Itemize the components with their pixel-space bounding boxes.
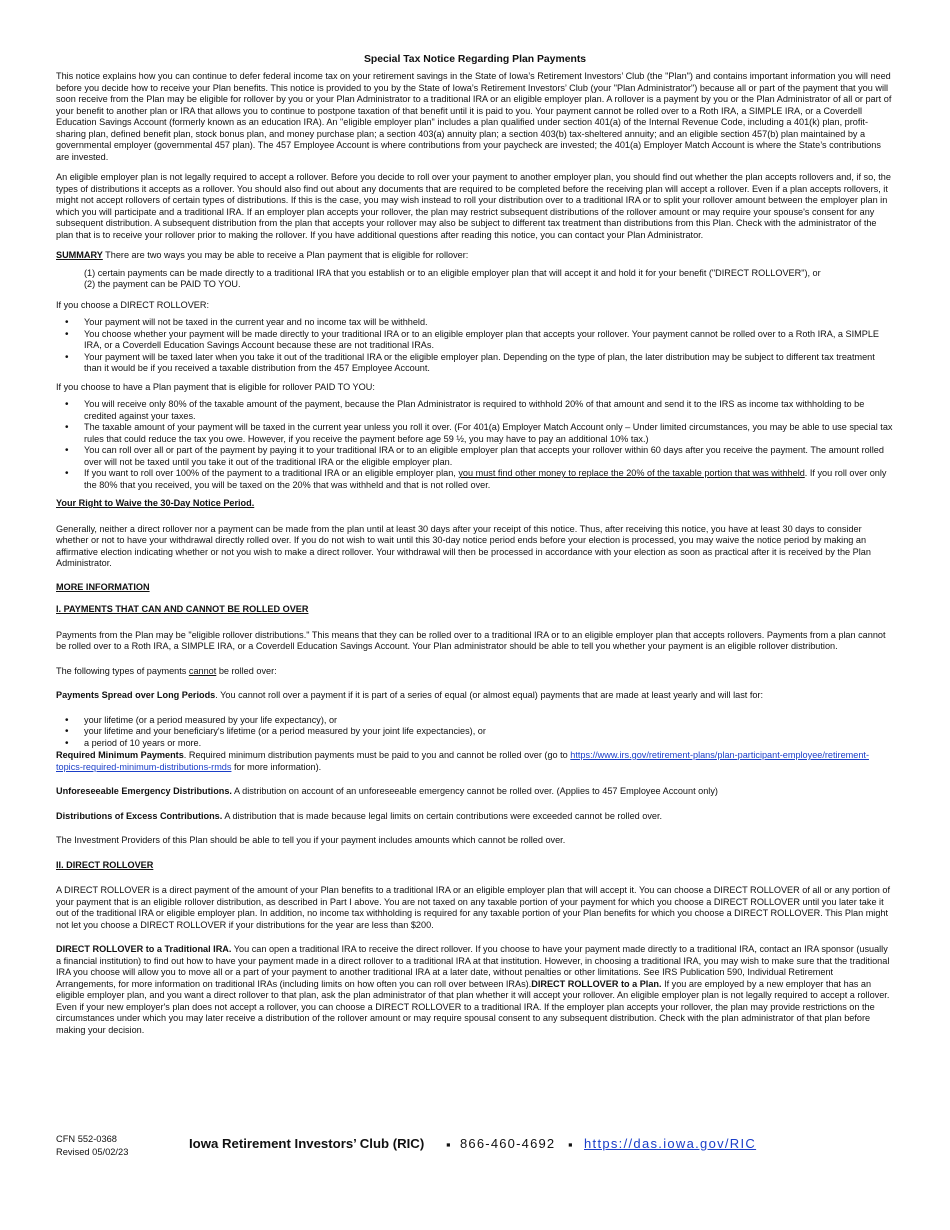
emergency-text: A distribution on account of an unforeseeable emergency cannot be rolled over. (Applies to 457 Employee Account only) bbox=[231, 786, 718, 796]
ira-heading: DIRECT ROLLOVER to a Traditional IRA. bbox=[56, 944, 232, 954]
spread-list bbox=[56, 715, 894, 750]
types-paragraph bbox=[56, 666, 894, 678]
section-1-title: I. PAYMENTS THAT CAN AND CANNOT BE ROLLED OVER bbox=[56, 604, 309, 614]
list-item: • You can roll over all or part of the payment by paying it to your traditional IRA or to an eligible employer plan that accepts your rollover within 60 days after you receive the payment. The amount rolled over will not be taxed until you take it out of the traditional IRA or the eligible employer plan. bbox=[84, 445, 894, 468]
list-item: • You will receive only 80% of the taxable amount of the payment, because the Plan Administrator is required to withhold 20% of that amount and send it to the IRS as income tax withholding to be credited against your taxes. bbox=[84, 399, 894, 422]
separator-bullet: ▪ bbox=[568, 1137, 573, 1152]
rmd-text: . Required minimum distribution payments must be paid to you and cannot be rolled over (go to bbox=[183, 750, 571, 760]
section-2-heading bbox=[56, 860, 894, 872]
more-info-text: MORE INFORMATION bbox=[56, 581, 150, 592]
excess-text: A distribution that is made because legal limits on certain contributions were exceeded cannot be rolled over. bbox=[222, 810, 663, 821]
cannot-emphasis: cannot bbox=[188, 665, 217, 676]
revision-date: Revised 05/02/23 bbox=[56, 1147, 129, 1157]
list-item bbox=[84, 468, 894, 491]
emergency-paragraph bbox=[56, 786, 894, 798]
excess-paragraph bbox=[56, 811, 894, 823]
list-item: • You choose whether your payment will be made directly to your traditional IRA or to an eligible employer plan that accepts your rollover. Your payment cannot be rolled over to a Roth IRA, a SIMPLE IRA, or a Coverdell Education Savings Account because these are not traditional IRAs. bbox=[84, 329, 894, 352]
plan-text: If you are employed by a new employer that has an eligible employer plan, and you want a direct rollover to that plan, ask the plan administrator of that plan whether it will accept your rollover. An eligible employer plan is not legally required to accept a rollover. Even if your new employer's plan does not accept a rollover, you can choose a DIRECT ROLLOVER to a traditional IRA. If the employer plan accepts your rollover, the plan may provide restrictions on the circumstances under which you may later receive a distribution of the rollover amount or may require spousal consent to any subsequent distribution. Check with the plan administrator of that plan before making your decision. bbox=[56, 978, 890, 1035]
waive-heading bbox=[56, 498, 894, 510]
option-paid-to-you: (2) the payment can be PAID TO YOU. bbox=[84, 279, 241, 289]
rmd-paragraph bbox=[56, 750, 894, 773]
list-item: • a period of 10 years or more. bbox=[84, 738, 894, 750]
types-text: The following types of payments bbox=[56, 665, 189, 676]
list-item-text: . If you roll over only the 80% that you received, you will be taxed on the 20% that was withheld and that is not rolled over. bbox=[84, 468, 887, 490]
spread-text: . You cannot roll over a payment if it is part of a series of equal (or almost equal) payments that are made at least yearly and will last for: bbox=[215, 690, 764, 700]
plan-heading: DIRECT ROLLOVER to a Plan. bbox=[531, 978, 662, 989]
page-title: Special Tax Notice Regarding Plan Payments bbox=[363, 54, 587, 65]
withheld-warning: you must find other money to replace the 20% of the taxable portion that was withheld bbox=[458, 468, 805, 478]
phone-number: 866-460-4692 bbox=[460, 1136, 556, 1151]
section-2-paragraph: A DIRECT ROLLOVER is a direct payment of the amount of your Plan benefits to a traditional IRA or an eligible employer plan that will accept it. You can choose a DIRECT ROLLOVER of all or any portion of your payment that is an eligible rollover distribution, as described in Part I above. You are not taxed on any taxable portion of your payment for which you choose a DIRECT ROLLOVER until you later take it out of the traditional IRA or eligible employer plan. In addition, no income tax withholding is required for any taxable portion of your Plan benefits for which you choose a DIRECT ROLLOVER. This Plan might not let you choose a DIRECT ROLLOVER if your distributions for the year are less than $200. bbox=[56, 885, 891, 930]
direct-rollover-list bbox=[56, 317, 894, 375]
list-item: • your lifetime (or a period measured by your life expectancy), or bbox=[84, 715, 894, 727]
summary-heading: SUMMARY bbox=[56, 250, 103, 260]
excess-heading: Distributions of Excess Contributions. bbox=[56, 810, 223, 821]
waive-paragraph: Generally, neither a direct rollover nor a payment can be made from the plan until at least 30 days after your receipt of this notice. Thus, after receiving this notice, you have at least 30 days to consider whether or not to have your withdrawal directly rolled over. If you do not wish to wait until this 30-day notice period ends before your election is processed, you may waive the notice period by making an affirmative election indicating whether or not you wish to make a direct rollover. Your withdrawal will then be processed in accordance with your election as soon as practical after it is received by the Plan Administrator. bbox=[56, 523, 871, 568]
spread-paragraph bbox=[56, 690, 894, 702]
summary-paragraph bbox=[56, 250, 894, 262]
paid-to-you-intro: If you choose to have a Plan payment that is eligible for rollover PAID TO YOU: bbox=[56, 381, 375, 392]
emergency-heading: Unforeseeable Emergency Distributions. bbox=[56, 786, 232, 796]
form-identifier bbox=[56, 1133, 128, 1159]
organization-name: Iowa Retirement Investors’ Club (RIC) bbox=[189, 1136, 425, 1151]
form-number: CFN 552-0368 bbox=[56, 1134, 117, 1144]
list-item: • Your payment will not be taxed in the current year and no income tax will be withheld. bbox=[84, 317, 894, 329]
section-1-paragraph: Payments from the Plan may be "eligible rollover distributions." This means that they can be rolled over to a traditional IRA or to an eligible employer plan that accepts rollovers. Payments from a plan cannot be rolled over to a Roth IRA, a SIMPLE IRA, or a Coverdell Education Savings Account. Your Plan administrator should be able to tell you whether your payment is an eligible rollover distribution. bbox=[56, 629, 886, 651]
waive-heading-text: Your Right to Waive the 30-Day Notice Period. bbox=[56, 498, 255, 508]
irs-rmd-link[interactable]: https://www.irs.gov/retirement-plans/plan-participant-employee/retirement-topics-required-minimum-distributions-rmds bbox=[56, 750, 869, 772]
rmd-tail: for more information). bbox=[231, 761, 322, 772]
summary-text: There are two ways you may be able to receive a Plan payment that is eligible for rollover: bbox=[102, 250, 469, 260]
providers-paragraph: The Investment Providers of this Plan should be able to tell you if your payment includes amounts which cannot be rolled over. bbox=[56, 835, 566, 845]
list-item: • The taxable amount of your payment will be taxed in the current year unless you roll it over. (For 401(a) Employer Match Account only – Under limited circumstances, you may be able to use special tax rules that could reduce the tax you owe. However, if you receive the payment before age 59 ½, you may have to pay an additional 10% tax.) bbox=[84, 422, 894, 445]
footer bbox=[56, 1133, 894, 1167]
website-link[interactable]: https://das.iowa.gov/RIC bbox=[584, 1136, 757, 1151]
separator-bullet: ▪ bbox=[446, 1137, 451, 1152]
list-item: • your lifetime and your beneficiary's lifetime (or a period measured by your joint life expectancies), or bbox=[84, 726, 894, 738]
paid-to-you-list bbox=[56, 399, 894, 491]
ira-text: You can open a traditional IRA to receive the direct rollover. If you choose to have your payment made directly to a traditional IRA, contact an IRA sponsor (usually a financial institution) to find out how to have your payment made in a direct rollover to a traditional IRA at that institution. However, in choosing a traditional IRA, you may wish to make sure that the traditional IRA you choose will allow you to move all or a part of your payment to another traditional IRA at a later date, without penalties or other limitations. See IRS Publication 590, Individual Retirement Arrangements, for more information on traditional IRAs (including limits on how often you can roll over between IRAs). bbox=[56, 944, 890, 989]
list-item-text: If you want to roll over 100% of the payment to a traditional IRA or an eligible employer plan, bbox=[84, 468, 459, 478]
direct-rollover-paragraph bbox=[56, 944, 894, 1036]
direct-rollover-intro: If you choose a DIRECT ROLLOVER: bbox=[56, 299, 209, 310]
intro-paragraph: An eligible employer plan is not legally required to accept a rollover. Before you decide to roll over your payment to another employer plan, you should find out whether the plan accepts rollovers and, if so, the types of distributions it accepts as a rollover. You should also find out about any documents that are required to be completed before the receiving plan will accept a rollover. Even if a plan accepts rollovers, it might not accept rollovers of certain types of distributions. If this is the case, you may wish instead to roll your distribution over to a traditional IRA or to split your rollover amount between the employer plan in which you will participate and a traditional IRA. If an employer plan accepts your rollover, the plan may restrict subsequent distributions of the rollover amount or may require your spouse's consent for any subsequent distribution. A subsequent distribution from the plan that accepts your rollover may also be subject to different tax treatment than distributions from this Plan. Check with the administrator of the plan that is to receive your rollover prior to making the rollover. If you have additional questions after reading this notice, you can contact your Plan Administrator. bbox=[56, 172, 891, 240]
intro-paragraph: This notice explains how you can continue to defer federal income tax on your retirement savings in the State of Iowa’s Retirement Investors’ Club (the "Plan") and contains important information you will need before you decide how to receive your Plan benefits. This notice is provided to you by the State of Iowa’s Retirement Investors’ Club (your "Plan Administrator") because all or part of the payment that you will soon receive from the Plan may be eligible for rollover by you or your Plan Administrator to a traditional IRA or an eligible employer plan. A rollover is a payment by you or the Plan Administrator of all or part of your benefit to another plan or IRA that allows you to continue to postpone taxation of that benefit until it is paid to you. Your payment cannot be rolled over to a Roth IRA, a SIMPLE IRA, or a Coverdell Education Savings Account (formerly known as an education IRA). An "eligible employer plan" includes a plan qualified under section 401(a) of the Internal Revenue Code, including a 401(k) plan, profit-sharing plan, defined benefit plan, stock bonus plan, and money purchase plan; a section 403(a) annuity plan; a section 403(b) tax-sheltered annuity; and an eligible section 457(b) plan maintained by a governmental employer (governmental 457 plan). The 457 Employee Account is where contributions from your paycheck are invested; the 401(a) Employer Match Account is where the State’s contributions are invested. bbox=[56, 71, 892, 162]
summary-options bbox=[56, 268, 894, 291]
list-item: • Your payment will be taxed later when you take it out of the traditional IRA or the eligible employer plan. Depending on the type of plan, the later distribution may be subject to different tax treatment than it would be if you received a taxable distribution from the 457 Employee Account. bbox=[84, 352, 894, 375]
section-1-heading bbox=[56, 604, 894, 616]
more-info-heading bbox=[56, 582, 894, 594]
rmd-heading: Required Minimum Payments bbox=[56, 750, 184, 760]
notice-body bbox=[56, 54, 894, 1045]
section-2-title: II. DIRECT ROLLOVER bbox=[56, 859, 154, 870]
spread-heading: Payments Spread over Long Periods bbox=[56, 690, 216, 700]
option-direct-rollover: (1) certain payments can be made directly to a traditional IRA that you establish or to an eligible employer plan that will accept it and hold it for your benefit ("DIRECT ROLLOVER"), or bbox=[84, 267, 821, 278]
types-text: be rolled over: bbox=[216, 665, 277, 676]
